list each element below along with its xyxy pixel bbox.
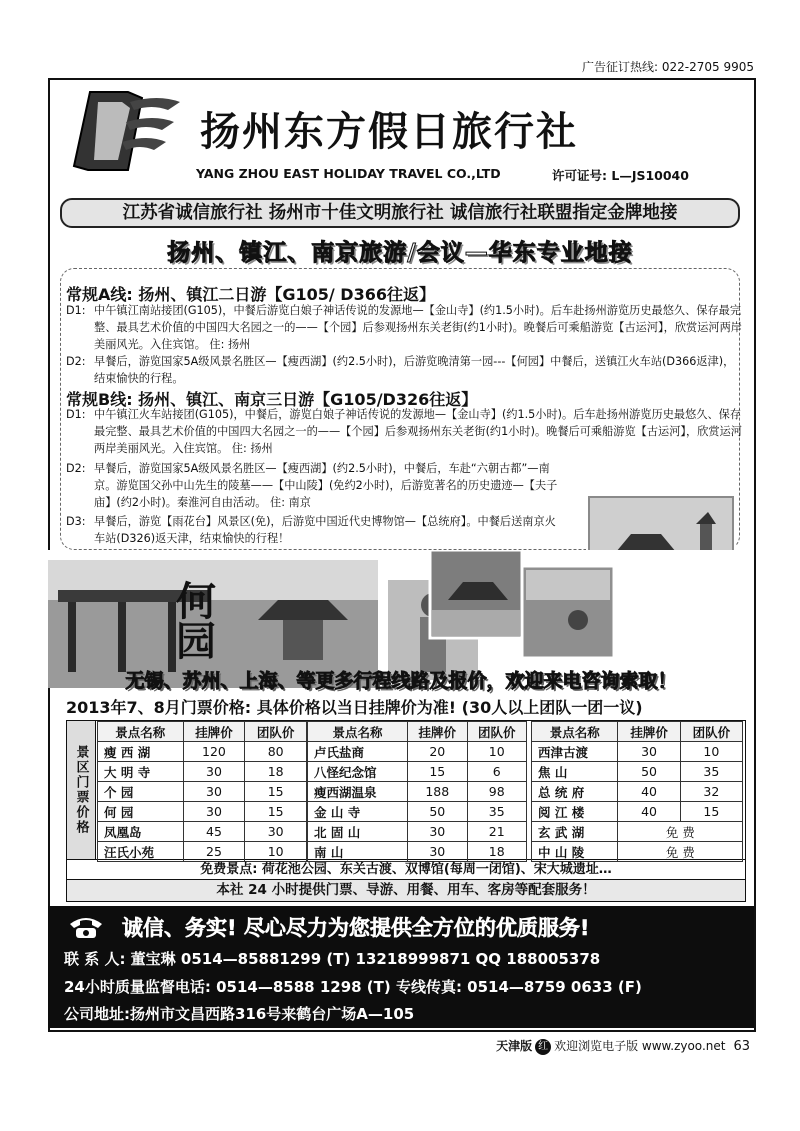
ticket-list-price: 25 <box>183 842 245 862</box>
ticket-site-name: 卢氏盐商 <box>308 742 408 762</box>
ticket-list-price: 15 <box>408 762 467 782</box>
service-note: 本社 24 小时提供门票、导游、用餐、用车、客房等配套服务！ <box>66 880 746 902</box>
contact-address: 公司地址:扬州市文昌西路316号来鹤台广场A—105 <box>64 1005 415 1023</box>
day-label: D1: <box>66 304 86 317</box>
day-label: D1: <box>66 408 86 421</box>
ticket-site-name: 西津古渡 <box>532 742 618 762</box>
company-name-en: YANG ZHOU EAST HOLIDAY TRAVEL CO.,LTD <box>196 166 501 181</box>
ticket-site-name: 个 园 <box>98 782 184 802</box>
day-label: D2: <box>66 462 86 475</box>
ad-hotline: 广告征订热线: 022-2705 9905 <box>582 60 754 74</box>
ticket-group-price: 15 <box>245 782 307 802</box>
ticket-row <box>532 802 743 822</box>
ticket-row <box>532 822 743 842</box>
ticket-site-name: 瘦 西 湖 <box>98 742 184 762</box>
ticket-header: 景点名称 <box>308 722 408 742</box>
ticket-list-price: 50 <box>408 802 467 822</box>
ticket-group-price: 10 <box>467 742 527 762</box>
ticket-site-name: 凤凰岛 <box>98 822 184 842</box>
ticket-header: 团队价 <box>467 722 527 742</box>
ticket-header: 景点名称 <box>98 722 184 742</box>
ticket-column-1 <box>97 721 307 862</box>
ticket-row <box>308 822 527 842</box>
ticket-site-name: 阅 江 楼 <box>532 802 618 822</box>
contact-person: 联 系 人: 董宝琳 0514—85881299 (T) 13218999871 QQ 188005378 <box>64 950 601 968</box>
ticket-list-price: 30 <box>618 742 680 762</box>
ticket-site-name: 汪氏小苑 <box>98 842 184 862</box>
ticket-row <box>532 842 743 862</box>
day-text: 中午镇江南站接团(G105)，中餐后游览白娘子神话传说的发源地—【金山寺】(约1.5小时)。后车赴扬州游览历史最悠久、保存最完整、最具艺术价值的中国四大名园之一的——【个园】后参观扬州东关老街(约1小时)。晚餐后可乘船游览【古运河】，欣赏运河两岸美丽风光。入住宾馆。 住: 扬州 <box>94 304 742 351</box>
company-name-cn: 扬州东方假日旅行社 <box>200 108 578 155</box>
ticket-group-price: 10 <box>245 842 307 862</box>
day-text: 早餐后，游览国家5A级风景名胜区—【瘦西湖】(约2.5小时)，中餐后，车赴“六朝古都”—南京。游览国父孙中山先生的陵墓——【中山陵】(免约2小时)，后游览著名的历史遗迹—【夫子庙】(约2小时)。秦淮河自由活动。 住: 南京 <box>94 462 558 509</box>
ticket-list-price: 50 <box>618 762 680 782</box>
ticket-list-price: 45 <box>183 822 245 842</box>
ticket-row <box>532 782 743 802</box>
ticket-group-price: 32 <box>680 782 742 802</box>
footer <box>496 1037 750 1055</box>
ticket-group-price: 18 <box>467 842 527 862</box>
ticket-site-name: 玄 武 湖 <box>532 822 618 842</box>
ticket-group-price: 30 <box>245 822 307 842</box>
ticket-row <box>98 842 307 862</box>
route-a-day-1 <box>66 302 742 353</box>
route-b-day-3 <box>66 513 566 547</box>
ticket-side-label: 景区门票价格 <box>67 721 96 859</box>
ticket-list-price: 30 <box>408 842 467 862</box>
day-text: 中午镇江火车站接团(G105)，中餐后，游览白娘子神话传说的发源地—【金山寺】(约1.5小时)。后车赴扬州游览历史最悠久、保存最完整、最具艺术价值的中国四大名园之一的——【个园】后参观扬州东关老街(约1小时)。晚餐后可乘船游览【古运河】，欣赏运河两岸美丽风光。入住宾馆。 住: 扬州 <box>94 408 742 455</box>
route-a-title: 常规A线: 扬州、镇江二日游【G105/ D366往返】 <box>66 285 435 304</box>
ticket-list-price: 120 <box>183 742 245 762</box>
ticket-site-name: 何 园 <box>98 802 184 822</box>
day-label: D3: <box>66 515 86 528</box>
free-sites: 免费景点: 荷花池公园、东关古渡、双博馆(每周一闭馆)、宋大城遗址… <box>66 860 746 880</box>
ticket-group-price: 15 <box>680 802 742 822</box>
ticket-group-price: 10 <box>680 742 742 762</box>
ticket-row <box>98 802 307 822</box>
ticket-site-name: 瘦西湖温泉 <box>308 782 408 802</box>
ticket-group-price: 80 <box>245 742 307 762</box>
footer-site: 欢迎浏览电子版 www.zyoo.net <box>554 1039 726 1053</box>
price-title: 2013年7、8月门票价格: 具体价格以当日挂牌价为准! (30人以上团队一团一议) <box>66 698 643 717</box>
ticket-row <box>308 802 527 822</box>
ticket-list-price: 188 <box>408 782 467 802</box>
day-text: 早餐后，游览国家5A级风景名胜区—【瘦西湖】(约2.5小时)，后游览晚清第一园---【何园】中餐后，送镇江火车站(D366返津)，结束愉快的行程。 <box>94 355 735 385</box>
contact-hotline: 24小时质量监督电话: 0514—8588 1298 (T) 专线传真: 0514—8759 0633 (F) <box>64 978 642 996</box>
ticket-header: 挂牌价 <box>618 722 680 742</box>
ticket-group-price: 98 <box>467 782 527 802</box>
ticket-row <box>98 782 307 802</box>
ticket-row <box>98 742 307 762</box>
ticket-row <box>308 842 527 862</box>
ticket-list-price: 免 费 <box>618 842 743 862</box>
company-logo-icon <box>68 88 184 174</box>
ticket-row <box>308 782 527 802</box>
ticket-row <box>98 762 307 782</box>
ticket-header: 团队价 <box>680 722 742 742</box>
ticket-list-price: 20 <box>408 742 467 762</box>
ticket-group-price: 35 <box>467 802 527 822</box>
contact-tagline: 诚信、务实! 尽心尽力为您提供全方位的优质服务! <box>122 916 590 940</box>
ticket-header: 挂牌价 <box>408 722 467 742</box>
license-number: 许可证号: L—JS10040 <box>552 168 689 183</box>
ticket-site-name: 八怪纪念馆 <box>308 762 408 782</box>
route-b-day-2 <box>66 460 566 511</box>
page-number: 63 <box>733 1039 750 1054</box>
ticket-group-price: 6 <box>467 762 527 782</box>
ticket-header: 团队价 <box>245 722 307 742</box>
he-garden-caption: 何园 <box>176 578 216 665</box>
promo-banner: 无锡、苏州、上海、等更多行程线路及报价，欢迎来电咨询索取！ <box>125 670 677 692</box>
phone-icon <box>66 914 106 940</box>
route-b-day-1 <box>66 406 742 457</box>
ticket-group-price: 35 <box>680 762 742 782</box>
ticket-group-price: 21 <box>467 822 527 842</box>
ticket-row <box>532 762 743 782</box>
day-label: D2: <box>66 355 86 368</box>
ticket-site-name: 北 固 山 <box>308 822 408 842</box>
ticket-row <box>98 822 307 842</box>
credit-banner: 江苏省诚信旅行社 扬州市十佳文明旅行社 诚信旅行社联盟指定金牌地接 <box>60 198 740 228</box>
ticket-group-price: 18 <box>245 762 307 782</box>
ticket-list-price: 30 <box>408 822 467 842</box>
ticket-header: 景点名称 <box>532 722 618 742</box>
route-a-day-2 <box>66 353 742 387</box>
route-b-title: 常规B线: 扬州、镇江、南京三日游【G105/D326往返】 <box>66 390 478 409</box>
day-text: 早餐后，游览【雨花台】风景区(免)，后游览中国近代史博物馆—【总统府】。中餐后送南京火车站(D326)返天津，结束愉快的行程！ <box>94 515 556 545</box>
ticket-header: 挂牌价 <box>183 722 245 742</box>
ticket-row <box>308 742 527 762</box>
ticket-column-2 <box>307 721 527 862</box>
ticket-list-price: 30 <box>183 802 245 822</box>
footer-edition: 天津版 <box>496 1039 533 1053</box>
ticket-price-table <box>66 720 746 860</box>
ticket-group-price: 15 <box>245 802 307 822</box>
ticket-list-price: 40 <box>618 782 680 802</box>
contact-block <box>48 906 754 1028</box>
edition-badge-icon: 红 <box>535 1039 551 1055</box>
slogan-banner: 扬州、镇江、南京旅游/会议—华东专业地接 <box>167 240 633 266</box>
ticket-site-name: 总 统 府 <box>532 782 618 802</box>
ticket-site-name: 焦 山 <box>532 762 618 782</box>
ticket-list-price: 30 <box>183 762 245 782</box>
ticket-column-3 <box>531 721 743 862</box>
ticket-site-name: 金 山 寺 <box>308 802 408 822</box>
ticket-site-name: 南 山 <box>308 842 408 862</box>
ticket-row <box>308 762 527 782</box>
ticket-list-price: 30 <box>183 782 245 802</box>
ticket-row <box>532 742 743 762</box>
ticket-list-price: 免 费 <box>618 822 743 842</box>
ticket-site-name: 大 明 寺 <box>98 762 184 782</box>
ticket-list-price: 40 <box>618 802 680 822</box>
ticket-site-name: 中 山 陵 <box>532 842 618 862</box>
